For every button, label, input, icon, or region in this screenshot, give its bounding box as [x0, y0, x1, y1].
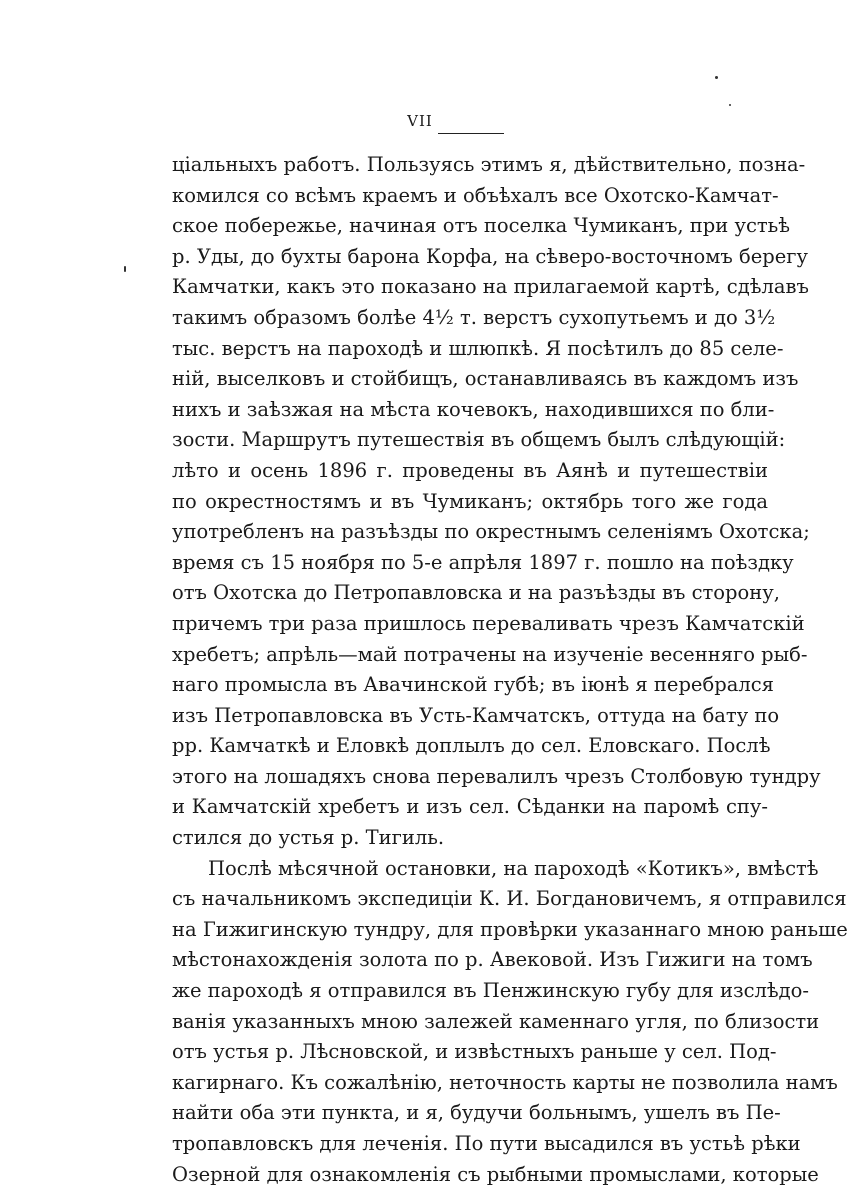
text-line: наго промысла въ Авачинской губѣ; въ іюнѣ я перебрался: [172, 673, 774, 697]
text-line: тропавловскъ для леченія. По пути высадился въ устьѣ рѣки: [172, 1132, 801, 1155]
text-line: и Камчатскій хребетъ и изъ сел. Сѣданки на паромѣ спу-: [172, 795, 768, 819]
paragraph: [172, 150, 821, 854]
text-line: Камчатки, какъ это показано на прилагаемой картѣ, сдѣлавъ: [172, 275, 809, 299]
print-speck: [715, 76, 718, 79]
text-line: зости. Маршрутъ путешествія въ общемъ былъ слѣдующій:: [172, 428, 786, 452]
text-line: отъ Охотска до Петропавловска и на разъѣзды въ сторону,: [172, 581, 780, 605]
print-speck: [124, 266, 126, 272]
text-line: стился до устья р. Тигиль.: [172, 826, 445, 850]
text-line: такимъ образомъ болѣе 4½ т. верстъ сухопутьемъ и до 3½: [172, 305, 776, 329]
text-line: рр. Камчаткѣ и Еловкѣ доплылъ до сел. Еловскаго. Послѣ: [172, 734, 771, 758]
body-text: [172, 150, 848, 1190]
text-line: этого на лошадяхъ снова перевалилъ чрезъ Столбовую тундру: [172, 764, 821, 788]
page-number: VII: [407, 112, 433, 130]
text-line: же пароходѣ я отправился въ Пенжинскую губу для изслѣдо-: [172, 979, 809, 1003]
text-line: хребетъ; апрѣль—май потрачены на изученіе весенняго рыб-: [172, 642, 808, 666]
header-rule: [438, 133, 504, 134]
text-line: найти оба эти пункта, и я, будучи больнымъ, ушелъ въ Пе-: [172, 1101, 781, 1125]
text-line: причемъ три раза пришлось переваливать чрезъ Камчатскій: [172, 611, 805, 635]
text-line: отъ устья р. Лѣсновской, и извѣстныхъ раньше у сел. Под-: [172, 1040, 777, 1064]
text-line: кагирнаго. Къ сожалѣнію, неточность карты не позволила намъ: [172, 1070, 838, 1094]
print-speck: [729, 104, 731, 106]
text-line: Озерной для ознакомленія съ рыбными промыслами, которые: [172, 1162, 819, 1186]
paragraph: [172, 854, 848, 1191]
text-line: изъ Петропавловска въ Усть-Камчатскъ, оттуда на бату по: [172, 703, 780, 727]
text-line: р. Уды, до бухты барона Корфа, на сѣверо-восточномъ берегу: [172, 244, 808, 268]
text-line: комился со всѣмъ краемъ и объѣхалъ все Охотско-Камчат-: [172, 183, 779, 207]
text-line: ціальныхъ работъ. Пользуясь этимъ я, дѣйствительно, позна-: [172, 153, 806, 176]
text-line: мѣстонахожденія золота по р. Авековой. Изъ Гижиги на томъ: [172, 948, 813, 972]
text-line: нихъ и заѣзжая на мѣста кочевокъ, находившихся по бли-: [172, 397, 775, 421]
text-line: на Гижигинскую тундру, для провѣрки указаннаго мною раньше: [172, 917, 848, 941]
text-line: Послѣ мѣсячной остановки, на пароходѣ «Котикъ», вмѣстѣ: [208, 856, 819, 880]
text-line: тыс. верстъ на пароходѣ и шлюпкѣ. Я посѣтилъ до 85 селе-: [172, 336, 784, 360]
text-line: ское побережье, начиная отъ поселка Чумиканъ, при устьѣ: [172, 214, 791, 238]
text-line: лѣто и осень 1896 г. проведены въ Аянѣ и путешествіи: [172, 458, 768, 482]
text-line: съ начальникомъ экспедиціи К. И. Богдановичемъ, я отправился: [172, 887, 847, 911]
text-line: употребленъ на разъѣзды по окрестнымъ селеніямъ Охотска;: [172, 520, 810, 544]
text-line: по окрестностямъ и въ Чумиканъ; октябрь того же года: [172, 489, 768, 513]
text-line: ній, выселковъ и стойбищъ, останавливаясь въ каждомъ изъ: [172, 367, 799, 391]
text-line: ванія указанныхъ мною залежей каменнаго угля, по близости: [172, 1009, 820, 1033]
text-line: время съ 15 ноября по 5-е апрѣля 1897 г. пошло на поѣздку: [172, 550, 794, 574]
